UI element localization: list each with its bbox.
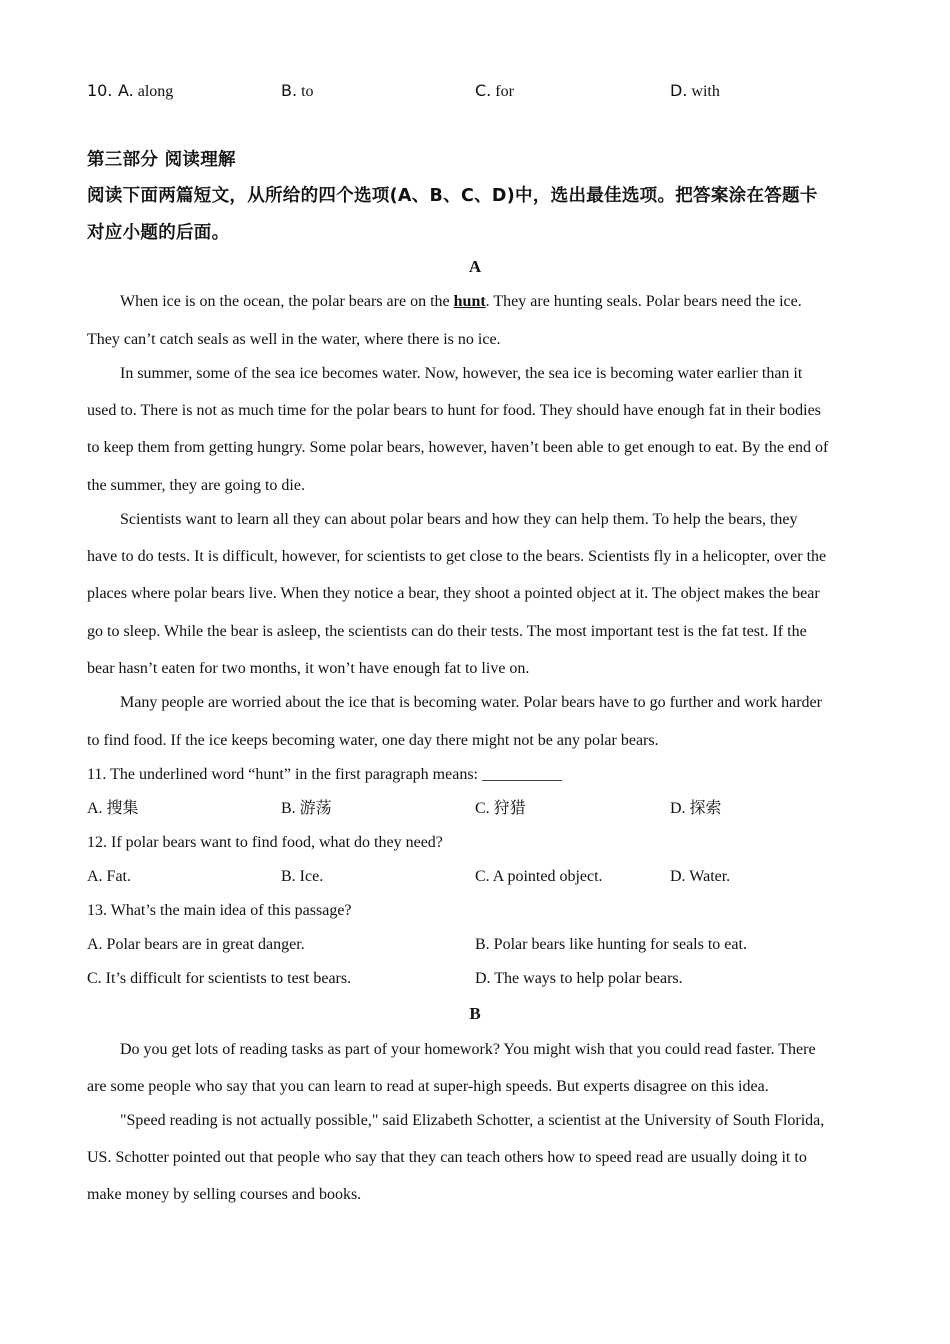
q11-stem: 11. The underlined word “hunt” in the first paragraph means: __________ <box>87 766 562 783</box>
passage-a-label: A <box>468 257 482 276</box>
q13-option-c: C. It’s difficult for scientists to test bears. <box>87 970 352 987</box>
passage-a-p3-line4: go to sleep. While the bear is asleep, the scientists can do their tests. The most important test is the fat test. If the <box>87 623 807 640</box>
q12-option-d: D. Water. <box>670 868 731 885</box>
passage-a-p2-line4: the summer, they are going to die. <box>87 477 305 494</box>
passage-a-p1-line2: They can’t catch seals as well in the water, where there is no ice. <box>87 331 501 348</box>
q13-option-b: B. Polar bears like hunting for seals to eat. <box>475 936 747 953</box>
q13-option-a: A. Polar bears are in great danger. <box>87 936 305 953</box>
q13-option-d: D. The ways to help polar bears. <box>475 970 683 987</box>
q12-stem: 12. If polar bears want to find food, what do they need? <box>87 834 443 851</box>
passage-a-p1-line1: When ice is on the ocean, the polar bears are on the hunt. They are hunting seals. Polar bears need the ice. <box>120 293 802 310</box>
q10-number: 10. <box>87 81 113 100</box>
passage-a-p2-line1: In summer, some of the sea ice becomes water. Now, however, the sea ice is becoming water earlier than it <box>120 365 803 382</box>
q13-stem: 13. What’s the main idea of this passage? <box>87 902 352 919</box>
passage-a-p4-line2: to find food. If the ice keeps becoming water, one day there might not be any polar bears. <box>87 732 659 749</box>
q12-option-c: C. A pointed object. <box>475 868 603 885</box>
passage-a-p4-line1: Many people are worried about the ice that is becoming water. Polar bears have to go further and work harder <box>120 694 822 711</box>
section-instruction-line2: 对应小题的后面。 <box>87 223 230 243</box>
q11-option-d: D. 探索 <box>670 800 722 817</box>
section-title: 第三部分 阅读理解 <box>87 150 236 170</box>
q12-option-a: A. Fat. <box>87 868 131 885</box>
q12-option-b: B. Ice. <box>281 868 324 885</box>
underlined-word-hunt: hunt <box>453 293 486 310</box>
passage-b-p2-line1: "Speed reading is not actually possible," said Elizabeth Schotter, a scientist at the University of South Florida, <box>120 1112 825 1129</box>
passage-a-p3-line5: bear hasn’t eaten for two months, it won’t have enough fat to live on. <box>87 660 530 677</box>
q10-option-b: B. to <box>281 81 314 100</box>
section-instruction-line1: 阅读下面两篇短文，从所给的四个选项(A、B、C、D)中，选出最佳选项。把答案涂在答题卡 <box>87 186 818 206</box>
passage-b-p2-line2: US. Schotter pointed out that people who say that they can teach others how to speed read are usually doing it to <box>87 1149 807 1166</box>
q11-option-b: B. 游荡 <box>281 800 332 817</box>
q11-option-a: A. 搜集 <box>87 800 139 817</box>
passage-b-p2-line3: make money by selling courses and books. <box>87 1186 362 1203</box>
q10-option-a: A. along <box>118 81 174 100</box>
passage-b-p1-line1: Do you get lots of reading tasks as part of your homework? You might wish that you could read faster. There <box>120 1041 816 1058</box>
passage-a-p2-line2: used to. There is not as much time for the polar bears to hunt for food. They should have enough fat in their bodies <box>87 402 821 419</box>
q10-option-c: C. for <box>475 81 514 100</box>
passage-a-p2-line3: to keep them from getting hungry. Some polar bears, however, haven’t been able to get enough to eat. By the end of <box>87 439 829 456</box>
passage-b-p1-line2: are some people who say that you can learn to read at super-high speeds. But experts disagree on this idea. <box>87 1078 769 1095</box>
passage-a-p3-line3: places where polar bears live. When they notice a bear, they shoot a pointed object at it. The object makes the bear <box>87 585 820 602</box>
q11-option-c: C. 狩猎 <box>475 800 526 817</box>
passage-a-p3-line2: have to do tests. It is difficult, however, for scientists to get close to the bears. Scientists fly in a helicopter, over the <box>87 548 827 565</box>
passage-b-label: B <box>469 1004 481 1023</box>
passage-a-p3-line1: Scientists want to learn all they can about polar bears and how they can help them. To help the bears, they <box>120 511 798 528</box>
q10-option-d: D. with <box>670 81 720 100</box>
